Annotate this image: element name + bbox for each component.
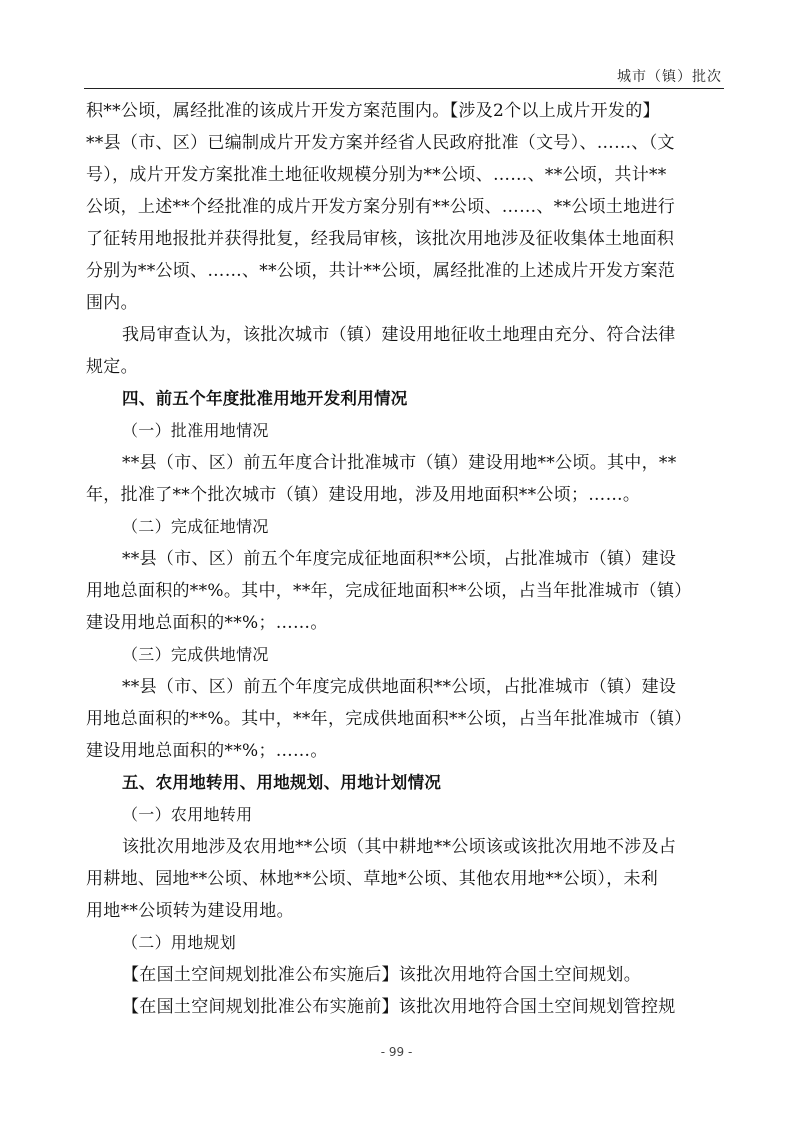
paragraph-line: 建设用地总面积的**%；……。 — [86, 741, 328, 761]
section-heading: 四、前五个年度批准用地开发利用情况 — [122, 389, 408, 408]
paragraph-line: 积**公顷，属经批准的该成片开发方案范围内。【涉及2个以上成片开发的】 — [86, 101, 660, 121]
paragraph-line: **县（市、区）前五年度合计批准城市（镇）建设用地**公顷。其中，** — [122, 453, 677, 473]
paragraph-line: 了征转用地报批并获得批复，经我局审核，该批次用地涉及征收集体土地面积 — [86, 229, 675, 249]
paragraph-line: 建设用地总面积的**%；……。 — [86, 613, 328, 633]
paragraph-line: **县（市、区）已编制成片开发方案并经省人民政府批准（文号）、……、（文 — [86, 133, 675, 153]
paragraph-line: 规定。 — [86, 357, 138, 377]
paragraph-line: 用地总面积的**%。其中，**年，完成供地面积**公顷，占当年批准城市（镇） — [86, 709, 692, 729]
paragraph-line: 号），成片开发方案批准土地征收规模分别为**公顷、……、**公顷，共计** — [86, 165, 667, 185]
paragraph-line: 用耕地、园地**公顷、林地**公顷、草地*公顷、其他农用地**公顷），未利 — [86, 869, 659, 889]
paragraph-line: 年，批准了**个批次城市（镇）建设用地，涉及用地面积**公顷；……。 — [86, 485, 641, 505]
paragraph-line: **县（市、区）前五个年度完成供地面积**公顷，占批准城市（镇）建设 — [122, 677, 677, 697]
subsection-heading: （三）完成供地情况 — [122, 645, 269, 664]
section-heading: 五、农用地转用、用地规划、用地计划情况 — [122, 773, 442, 792]
subsection-heading: （一）农用地转用 — [122, 805, 253, 824]
paragraph-line: 围内。 — [86, 293, 138, 313]
header-title: 城市（镇）批次 — [617, 69, 722, 85]
paragraph-line: 分别为**公顷、……、**公顷，共计**公顷，属经批准的上述成片开发方案范 — [86, 261, 676, 281]
paragraph-line: **县（市、区）前五个年度完成征地面积**公顷，占批准城市（镇）建设 — [122, 549, 677, 569]
document-body — [86, 95, 724, 1023]
paragraph-line: 该批次用地涉及农用地**公顷（其中耕地**公顷该或该批次用地不涉及占 — [122, 837, 677, 857]
paragraph-line: 【在国土空间规划批准公布实施前】该批次用地符合国土空间规划管控规 — [122, 997, 676, 1017]
subsection-heading: （一）批准用地情况 — [122, 421, 269, 440]
paragraph-line: 用地总面积的**%。其中，**年，完成征地面积**公顷，占当年批准城市（镇） — [86, 581, 692, 601]
paragraph-line: 用地**公顷转为建设用地。 — [86, 901, 294, 921]
paragraph-line: 公顷，上述**个经批准的成片开发方案分别有**公顷、……、**公顷土地进行 — [86, 197, 676, 217]
paragraph-line: 我局审查认为，该批次城市（镇）建设用地征收土地理由充分、符合法律 — [122, 325, 676, 345]
page-header — [84, 60, 724, 89]
page-number: - 99 - — [380, 1045, 413, 1059]
paragraph-line: 【在国土空间规划批准公布实施后】该批次用地符合国土空间规划。 — [122, 965, 641, 985]
subsection-heading: （二）用地规划 — [122, 933, 237, 952]
subsection-heading: （二）完成征地情况 — [122, 517, 269, 536]
